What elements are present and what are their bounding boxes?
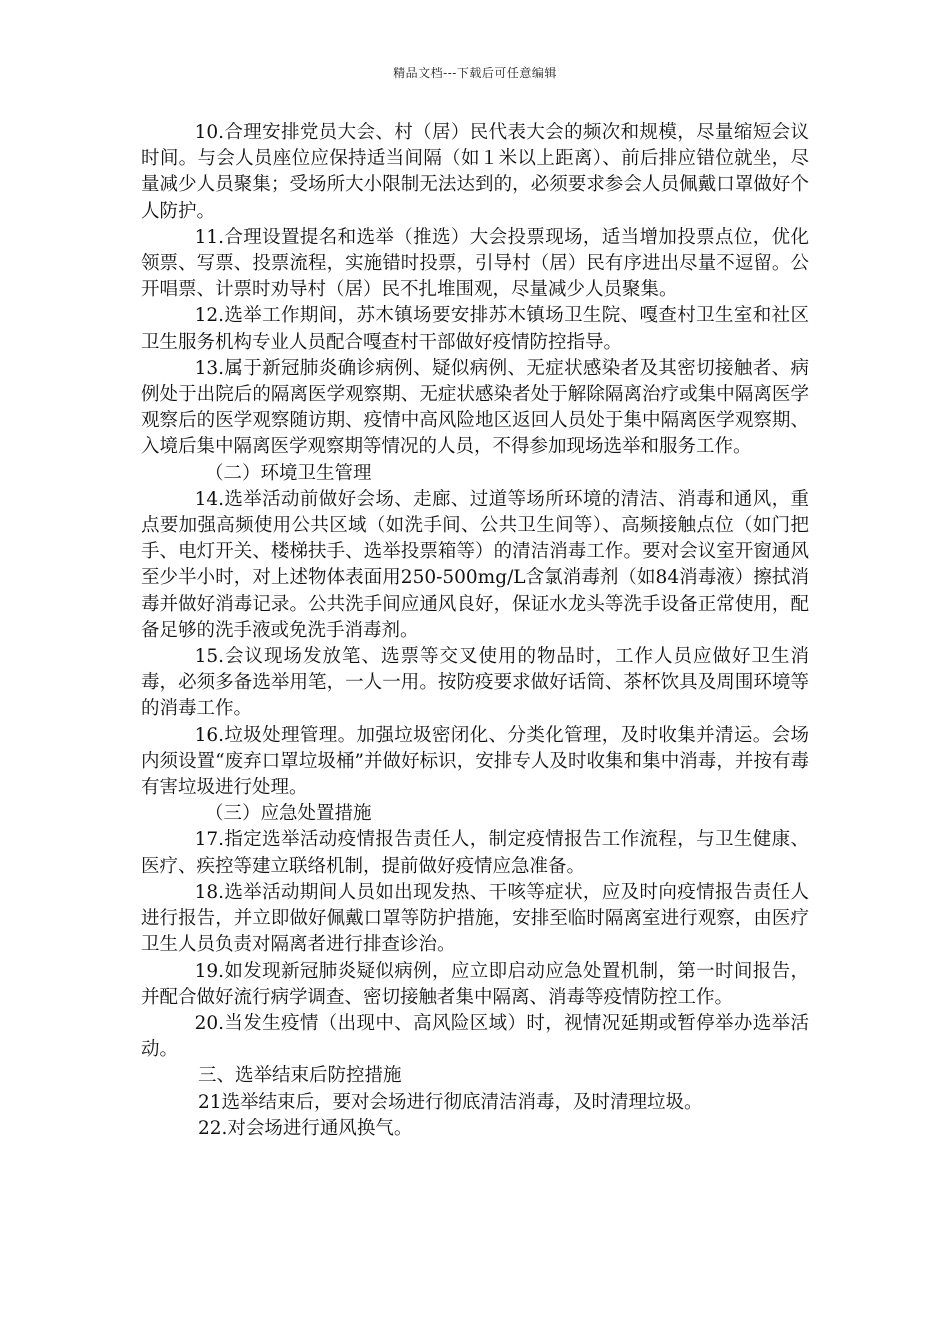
paragraph-13: 13.属于新冠肺炎确诊病例、疑似病例、无症状感染者及其密切接触者、病例处于出院后的隔离医学观察期、无症状感染者处于解除隔离治疗或集中隔离医学观察后的医学观察随访期、疫情中高风险地区返回人员处于集中隔离医学观察期、入境后集中隔离医学观察期等情况的人员，不得参加现场选举和服务工作。 (141, 357, 809, 458)
document-body (141, 120, 809, 1142)
paragraph-11: 11.合理设置提名和选举（推选）大会投票现场，适当增加投票点位，优化领票、写票、投票流程，实施错时投票，引导村（居）民有序进出尽量不逗留。公开唱票、计票时劝导村（居）民不扎堆围观，尽量减少人员聚集。 (141, 226, 809, 301)
paragraph-18: 18.选举活动期间人员如出现发热、干咳等症状，应及时向疫情报告责任人进行报告，并立即做好佩戴口罩等防护措施，安排至临时隔离室进行观察，由医疗卫生人员负责对隔离者进行排查诊治。 (141, 881, 809, 956)
section-heading-emergency: （三）应急处置措施 (205, 803, 372, 825)
paragraph-17: 17.指定选举活动疫情报告责任人，制定疫情报告工作流程，与卫生健康、医疗、疾控等建立联络机制，提前做好疫情应急准备。 (141, 829, 809, 877)
paragraph-21: 21选举结束后，要对会场进行彻底清洁消毒，及时清理垃圾。 (198, 1091, 703, 1113)
paragraph-20: 20.当发生疫情（出现中、高风险区域）时，视情况延期或暂停举办选举活动。 (141, 1012, 809, 1061)
paragraph-16: 16.垃圾处理管理。加强垃圾密闭化、分类化管理，及时收集并清运。会场内须设置“废弃口罩垃圾桶”并做好标识，安排专人及时收集和集中消毒，并按有毒有害垃圾进行处理。 (141, 724, 809, 799)
paragraph-14: 14.选举活动前做好会场、走廊、过道等场所环境的清洁、消毒和通风，重点要加强高频使用公共区域（如洗手间、公共卫生间等）、高频接触点位（如门把手、电灯开关、楼梯扶手、选举投票箱等）的清洁消毒工作。要对会议室开窗通风至少半小时，对上述物体表面用250-500mg/L含氯消毒剂（如84消毒液）擦拭消毒并做好消毒记录。公共洗手间应通风良好，保证水龙头等洗手设备正常使用，配备足够的洗手液或免洗手消毒剂。 (141, 488, 809, 641)
paragraph-22: 22.对会场进行通风换气。 (198, 1117, 413, 1139)
page-header: 精品文档---下载后可任意编辑 (393, 66, 557, 80)
section-heading-environment: （二）环境卫生管理 (205, 462, 372, 484)
paragraph-12: 12.选举工作期间，苏木镇场要安排苏木镇场卫生院、嘎查村卫生室和社区卫生服务机构专业人员配合嘎查村干部做好疫情防控指导。 (141, 305, 809, 353)
paragraph-15: 15.会议现场发放笔、选票等交叉使用的物品时，工作人员应做好卫生消毒，必须多备选举用笔，一人一用。按防疫要求做好话筒、茶杯饮具及周围环境等的消毒工作。 (141, 646, 809, 720)
section-heading-post-election: 三、选举结束后防控措施 (198, 1065, 402, 1087)
paragraph-19: 19.如发现新冠肺炎疑似病例，应立即启动应急处置机制，第一时间报告，并配合做好流行病学调查、密切接触者集中隔离、消毒等疫情防控工作。 (141, 960, 809, 1008)
paragraph-10: 10.合理安排党员大会、村（居）民代表大会的频次和规模，尽量缩短会议时间。与会人员座位应保持适当间隔（如１米以上距离）、前后排应错位就坐，尽量减少人员聚集；受场所大小限制无法达到的，必须要求参会人员佩戴口罩做好个人防护。 (141, 122, 809, 222)
